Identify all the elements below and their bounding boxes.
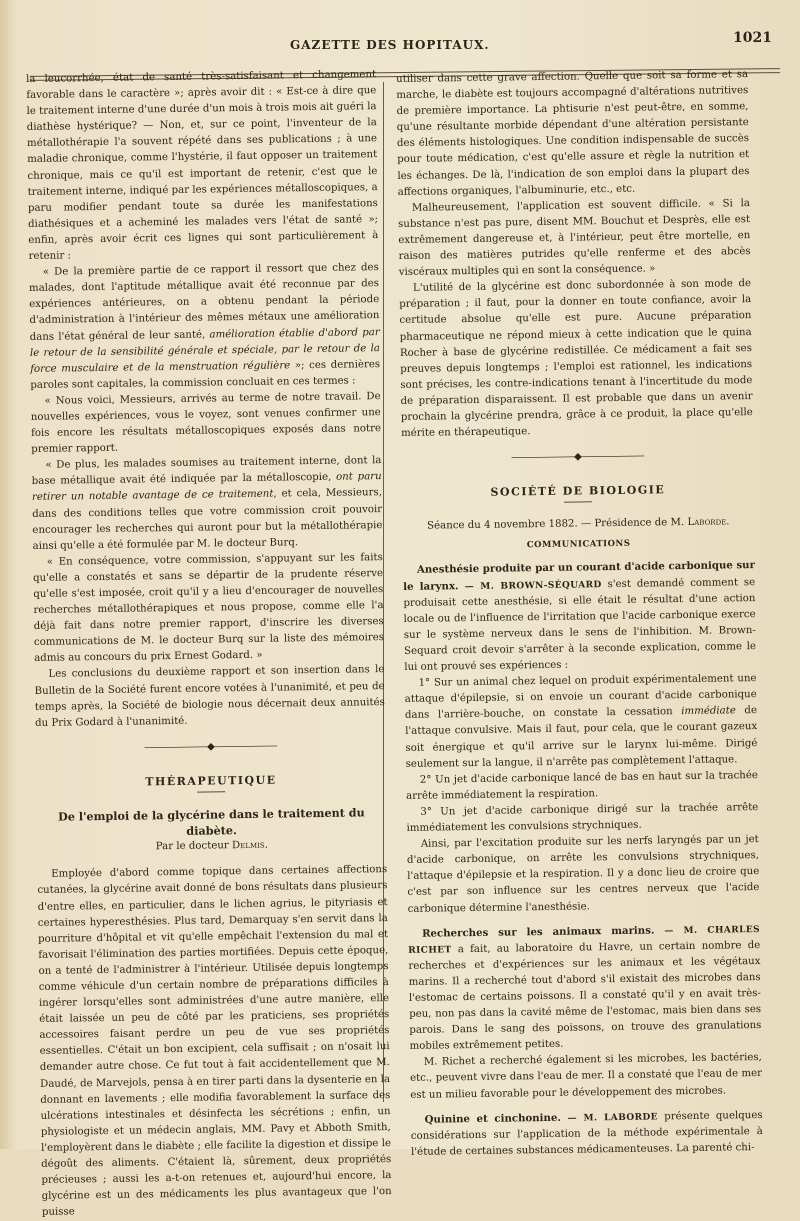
communication-author: — M. CHARLES RICHET	[408, 924, 761, 956]
paragraph: Ainsi, par l'excitation produite sur les nerfs laryngés par un jet d'acide carbonique, on arrête les convulsions strychniques, l'attaque d'épilepsie et la respiration. Il y a donc lieu de croire que c'est par son influence sur les centres nerveux que l'acide carbonique détermine l'anesthésie.	[406, 834, 760, 915]
paragraph: 2° Un jet d'acide carbonique lancé de bas en haut sur la trachée arrête immédiatement la respiration.	[406, 769, 758, 802]
text-run: « De la première partie de ce rapport il ressort que chez des malades, dont l'aptitude métallique avait été reconnue par des expériences antérieures, on a obtenu pendant la période d'administration à l'intérieur des mêmes métaux une amélioration dans l'état général de leur santé,	[28, 262, 380, 343]
paragraph: L'utilité de la glycérine est donc subordonnée à son mode de préparation ; il faut, pour la donner en toute confiance, avoir la certitude absolue qu'elle est pure. Aucune préparation pharmaceutique ne répond mieux à cette indication que le quina Rocher à base de glycérine redistillée. Ce médicament a fait ses preuves depuis longtemps ; l'emploi est rationnel, les indications sont précises, les contre-indications tenant à l'incertitude du mode de préparation disparaissent. Il est probable que dans un avenir prochain la glycérine prendra, grâce à ce produit, la place qu'elle mérite en thérapeutique.	[399, 278, 753, 440]
communication-title: Quinine et cinchonine.	[424, 1111, 562, 1126]
emphasis-text: ont paru retirer un notable avantage de ce traitement	[31, 471, 382, 504]
session-text: Séance du 4 novembre 1882. — Présidence de M.	[427, 517, 685, 532]
emphasis-text: amélioration établie d'abord par le retour de la sensibilité générale et spéciale, par le retour de la force musculaire et de la menstruation régulière	[29, 326, 380, 375]
paragraph: Les conclusions du deuxième rapport et son insertion dans le Bulletin de la Société furent encore votées à l'unanimité, et peu de temps après, la Société de biologie nous décernait deux annuités du Prix Godard à l'unanimité.	[34, 664, 385, 729]
byline-prefix: Par le docteur	[155, 840, 229, 853]
text-run: de l'attaque convulsive. Mais il faut, pour cela, que le courant gazeux soit énergique et qu'il arrive sur le larynx lui-même. Dirigé seulement sur la langue, il n'arrête pas complètement l'attaque.	[405, 705, 758, 770]
paragraph: Malheureusement, l'application est souvent difficile. « Si la substance n'est pas pure, disent MM. Bouchut et Desprès, elle est extrêmement dangereuse et, à l'intérieur, peut être mortelle, en raison des matières putrides qu'elle renferme et des abcès viscéraux multiples qui en sont la conséquence. »	[398, 197, 751, 279]
communication-author: — M. LABORDE	[560, 1112, 658, 1124]
section-title-societe-biologie: SOCIÉTÉ DE BIOLOGIE	[490, 483, 666, 499]
paragraph: M. Richet a recherché également si les microbes, les bactéries, etc., peuvent vivre dans l'eau de mer. Il a constaté que l'eau de mer est un milieu favorable pour le développement des microbes.	[409, 1052, 763, 1101]
short-rule	[564, 502, 592, 503]
short-rule	[197, 791, 225, 792]
paragraph	[404, 671, 757, 772]
page-header	[20, 28, 780, 62]
text-run: s'est demandé comment se produisait cette anesthésie, si elle était le résultat d'une action locale ou de l'influence de l'irritation que l'acide carbonique exerce sur le système nerveux dans le sens de l'inhibition. M. Brown-Sequard croit devoir s'arrêter à la seconde explication, comme le lui ont prouvé ses expériences :	[403, 576, 757, 674]
section-title-therapeutique: THÉRAPEUTIQUE	[145, 773, 277, 789]
subhead-communications: COMMUNICATIONS	[526, 539, 631, 551]
text-run: présente quelques considérations sur l'application de la méthode expérimentale à l'étude de certaines substances médicamenteuses. La parenté chi-	[410, 1109, 763, 1158]
ornament-divider: ———————◆———————	[144, 740, 277, 754]
emphasis-text: immédiate	[681, 705, 736, 718]
paragraph	[403, 557, 757, 677]
page-number: 1021	[733, 30, 772, 46]
text-run: , et cela, Messieurs, dans des conditions telles que votre commission croit pouvoir encourager les recherches qui auront pour but la métallothérapie ainsi qu'elle a été formulée par M. le docteur Burq.	[32, 487, 383, 552]
paragraph	[31, 453, 382, 554]
byline-author: Delmis.	[231, 839, 268, 852]
session-line	[402, 514, 754, 535]
article-title: De l'emploi de la glycérine dans le traitement du diabète.	[57, 805, 365, 838]
paragraph: la leucorrhée, état de santé très-satisfaisant et changement favorable dans le caractère »; après avoir dit : « Est-ce à dire que le traitement interne d'une durée d'un mois à trois mois ait guéri la diathèse hystérique? — Non, et, sur ce point, l'inventeur de la métallothérapie l'a souvent répété dans ses publications ; à une maladie chronique, comme l'hystérie, il faut opposer un traitement chronique, mais ce qu'il est important de retenir, c'est que le traitement interne, indiqué par les expériences métalloscopiques, a paru modifier pendant toute sa durée les manifestations diathésiques et a acheminé les malades vers l'état de santé »; enfin, après avoir écrit ces lignes qui sont particulièrement à retenir :	[26, 69, 379, 263]
text-run: a fait, au laboratoire du Havre, un certain nombre de recherches et d'expériences sur les animaux et les végétaux marins. Il a recherché tout d'abord s'il existait des microbes dans l'estomac de certains poissons. Il a constaté qu'il y en avait très-peu, non pas dans la cavité même de l'estomac, mais bien dans ses parois. Dans le sang des poissons, on trouve des granulations mobiles extrêmement petites.	[408, 939, 762, 1053]
paragraph: utiliser dans cette grave affection. Quelle que soit sa forme et sa marche, le diabète est toujours accompagné d'altérations nutritives de première importance. La phtisurie n'est peut-être, en somme, qu'une résultante morbide dépendant d'une altération persistante des éléments histologiques. Une condition indispensable de succès pour toute médication, c'est qu'elle assure et règle la nutrition et les échanges. De là, l'indication de son emploi dans la plupart des affections organiques, l'albuminurie, etc., etc.	[396, 69, 750, 198]
text-run: 1° Sur un animal chez lequel on produit expérimentalement une attaque d'épilepsie, si on envoie un courant d'acide carbonique dans l'arrière-bouche, on constate la cessation	[404, 673, 757, 722]
paragraph	[29, 260, 381, 394]
left-column	[26, 67, 392, 1221]
ornament-divider: ———————◆———————	[510, 450, 644, 464]
paragraph	[411, 1107, 764, 1161]
paragraph: « Nous voici, Messieurs, arrivés au terme de notre travail. De nouvelles expériences, vous le voyez, sont venues confirmer une fois encore les résultats métalloscopiques exposés dans notre premier rapport.	[30, 390, 382, 456]
communication-author: — M. BROWN-SÉQUARD	[458, 579, 602, 592]
text-run: « De plus, les malades soumises au traitement interne, dont la base métallique avait été indiquée par la métalloscopie,	[31, 455, 382, 488]
communication-title: Anesthésie produite par un courant d'acide carbonique sur le larynx.	[403, 558, 755, 593]
session-president: Laborde.	[687, 516, 730, 529]
paragraph: Employée d'abord comme topique dans certaines affections cutanées, la glycérine avait donné de bons résultats dans plusieurs d'entre elles, en particulier, dans le lichen agrius, le pityriasis et certaines hyperesthésies. Plus tard, Demarquay s'en servit dans la pourriture d'hôpital et vit qu'elle empêchait l'extension du mal et favorisait l'élimination des parties mortifiées. Depuis cette époque, on a tenté de l'administrer à l'intérieur. Utilisée depuis longtemps comme véhicule d'un certain nombre de préparations difficiles à ingérer lorsqu'elles sont administrées d'une autre manière, elle était laissée un peu de côté par les praticiens, ses propriétés accessoires faisant perdre un peu de vue ses propriétés essentielles. C'était un bon excipient, cela suffisait ; on n'osait lui demander autre chose. Ce fut tout à fait accidentellement que M. Daudé, de Marvejols, pensa à en tirer parti dans la dysenterie en la donnant en lavements ; elle modifia favorablement la surface des ulcérations intestinales et désinfecta les sécrétions ; enfin, un physiologiste et un médecin anglais, MM. Pavy et Abboth Smith, l'employèrent dans le diabète ; elle facilite la digestion et dissipe le dégoût des aliments. C'étaient là, sûrement, deux propriétés précieuses ; aussi les a-t-on retenues et, aujourd'hui encore, la glycérine est un des médicaments les plus avantageux que l'on puisse	[37, 864, 392, 1219]
text-run: »; ces dernières paroles sont capitales, la commission concluait en ces termes :	[30, 358, 381, 391]
newspaper-title: GAZETTE DES HOPITAUX.	[290, 38, 490, 52]
communication-title: Recherches sur les animaux marins.	[421, 924, 655, 940]
right-column	[396, 67, 763, 1161]
paragraph: 3° Un jet d'acide carbonique dirigé sur la trachée arrête immédiatement les convulsions strychniques.	[406, 801, 759, 834]
paragraph	[408, 921, 762, 1056]
paragraph: « En conséquence, votre commission, s'appuyant sur les faits qu'elle a constatés et sans se départir de la prudente réserve qu'elle s'est imposée, croit qu'il y a lieu d'encourager de nouvelles recherches métallothérapiques et nous propose, comme elle l'a déjà fait dans notre premier rapport, d'inscrire les diverses communications de M. le docteur Burq sur la liste des mémoires admis au concours du prix Ernest Godard. »	[32, 551, 385, 665]
